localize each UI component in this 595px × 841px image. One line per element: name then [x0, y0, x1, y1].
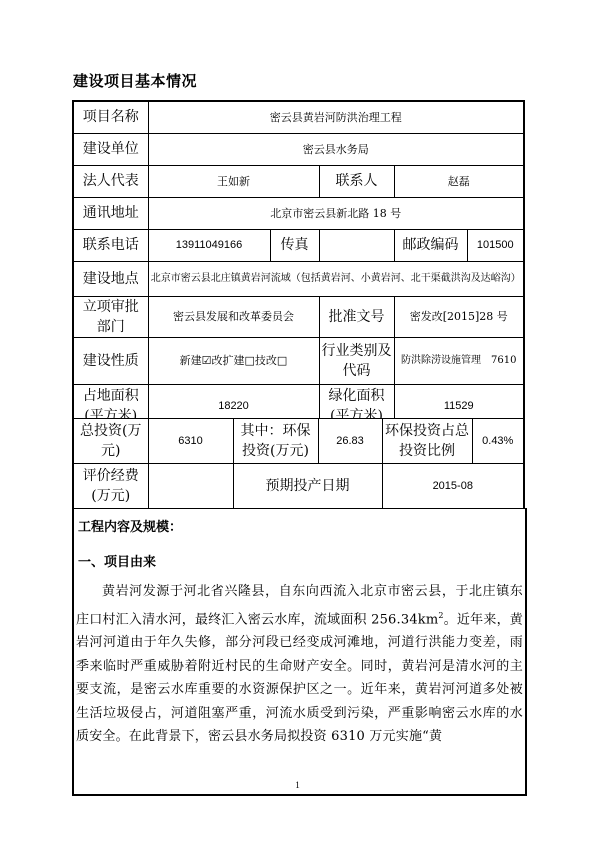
table-row — [73, 133, 524, 165]
page-number: 1 — [295, 780, 300, 790]
builder-value: 密云县水务局 — [148, 133, 524, 165]
invest-value: 6310 — [148, 419, 233, 464]
table-row — [73, 296, 524, 337]
env-invest-label: 其中：环保投资(万元) — [233, 419, 318, 464]
address-label: 通讯地址 — [73, 197, 148, 229]
project-content-box — [72, 508, 527, 796]
area-label: 占地面积(平方米) — [73, 384, 148, 427]
industry-value: 防洪除涝设施管理 7610 — [394, 337, 524, 384]
industry-label: 行业类别及代码 — [319, 337, 394, 384]
postcode-value: 101500 — [467, 229, 524, 261]
area-value: 18220 — [148, 384, 319, 427]
green-label: 绿化面积(平方米) — [319, 384, 394, 427]
eval-fee-value — [148, 464, 233, 509]
env-ratio-value: 0.43% — [472, 419, 524, 464]
env-ratio-label: 环保投资占总投资比例 — [382, 419, 472, 464]
project-name-label: 项目名称 — [73, 101, 148, 133]
approval-no-label: 批准文号 — [319, 296, 394, 337]
approval-dept-value: 密云县发展和改革委员会 — [148, 296, 319, 337]
investment-table — [72, 418, 525, 509]
content-heading: 工程内容及规模： — [78, 520, 183, 535]
site-label: 建设地点 — [73, 261, 148, 296]
postcode-label: 邮政编码 — [394, 229, 467, 261]
address-value: 北京市密云县新北路 18 号 — [148, 197, 524, 229]
project-info-table — [72, 100, 525, 428]
table-row — [73, 165, 524, 197]
eval-fee-label: 评价经费(万元) — [73, 464, 148, 509]
project-name-value: 密云县黄岩河防洪治理工程 — [148, 101, 524, 133]
paragraph-text-start: 黄岩河发源于河北省兴隆县，自东向西流入北京市密云县，于北庄镇东庄口村汇入清水河，最终汇入密云水库，流域面积 256.34km — [76, 584, 523, 627]
page-title: 建设项目基本情况 — [73, 72, 198, 90]
builder-label: 建设单位 — [73, 133, 148, 165]
superscript-2: 2 — [438, 610, 444, 620]
table-row — [73, 229, 524, 261]
legal-rep-value: 王如新 — [148, 165, 319, 197]
table-row — [73, 337, 524, 384]
approval-no-value: 密发改[2015]28 号 — [394, 296, 524, 337]
body-paragraph — [76, 580, 523, 749]
green-value: 11529 — [394, 384, 524, 427]
paragraph-text-rest: 。近年来，黄岩河河道由于年久失修，部分河段已经变成河滩地，河道行洪能力变差，雨季来临时严重威胁着附近村民的生命财产安全。同时，黄岩河是清水河的主要支流，是密云水库重要的水资源保护区之一。近年来，黄岩河河道多处被生活垃圾侵占，河道阻塞严重，河流水质受到污染，严重影响密云水库的水质安全。在此背景下，密云县水务局拟投资 6310 万元实施“黄 — [76, 611, 524, 745]
invest-label: 总投资(万元) — [73, 419, 148, 464]
phone-label: 联系电话 — [73, 229, 148, 261]
table-row — [73, 464, 524, 509]
start-date-label: 预期投产日期 — [233, 464, 382, 509]
legal-rep-label: 法人代表 — [73, 165, 148, 197]
nature-label: 建设性质 — [73, 337, 148, 384]
section-heading: 一、项目由来 — [78, 555, 157, 570]
approval-dept-label: 立项审批部门 — [73, 296, 148, 337]
table-row — [73, 197, 524, 229]
fax-label: 传真 — [270, 229, 319, 261]
table-row — [73, 101, 524, 133]
site-value: 北京市密云县北庄镇黄岩河流域（包括黄岩河、小黄岩河、北干渠截洪沟及达峪沟） — [148, 261, 524, 296]
table-row — [73, 261, 524, 296]
table-row — [73, 419, 524, 464]
env-invest-value: 26.83 — [318, 419, 382, 464]
contact-label: 联系人 — [319, 165, 394, 197]
contact-value: 赵磊 — [394, 165, 524, 197]
fax-value — [319, 229, 394, 261]
phone-value: 13911049166 — [148, 229, 270, 261]
nature-value: 新建☑改扩建□技改□ — [148, 337, 319, 384]
start-date-value: 2015-08 — [382, 464, 524, 509]
